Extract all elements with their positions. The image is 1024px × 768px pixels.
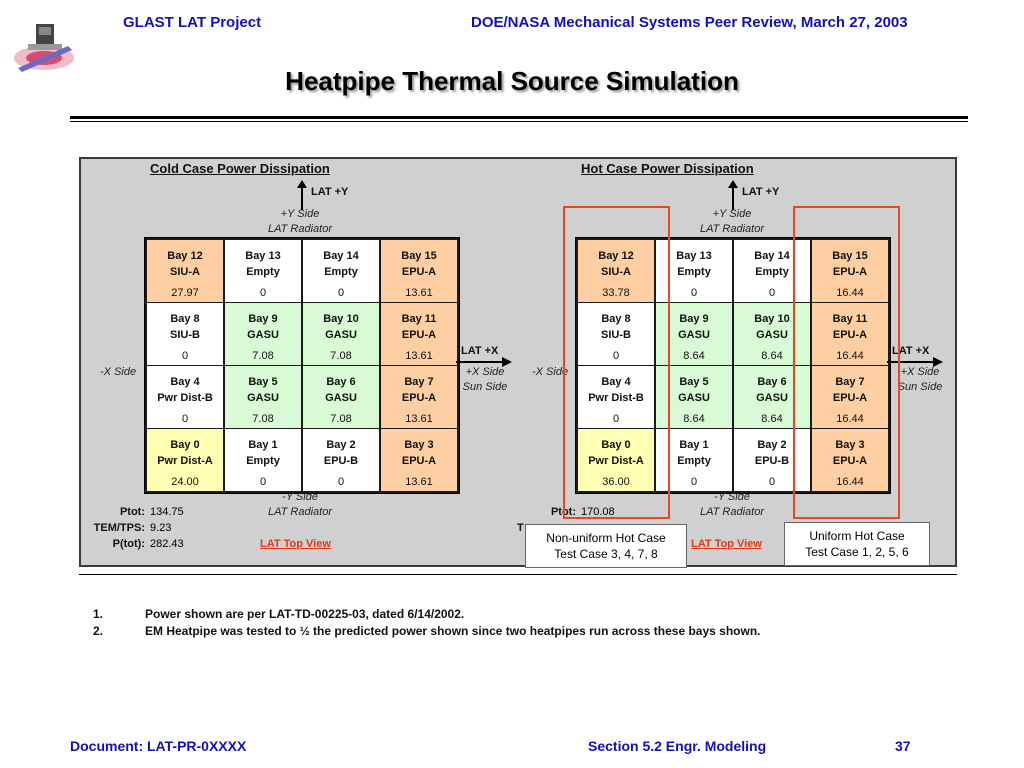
bay-power-value: 0: [612, 413, 620, 425]
bay-power-value: 0: [337, 476, 345, 488]
note-1-number: 1.: [93, 607, 104, 621]
bay-component: Pwr Dist-A: [588, 455, 644, 467]
title-rule: [70, 116, 968, 119]
cold-bay-cell: [381, 366, 457, 428]
cold-bay-cell: [225, 366, 301, 428]
bay-number: Bay 8: [170, 313, 200, 325]
bay-component: SIU-B: [601, 329, 631, 341]
notes-rule: [79, 574, 957, 575]
bay-component: EPU-A: [401, 392, 437, 404]
bay-power-value: 0: [768, 476, 776, 488]
bay-number: Bay 8: [601, 313, 631, 325]
hot-minus-y-side: -Y Side: [714, 491, 750, 503]
bay-number: Bay 6: [326, 376, 356, 388]
hot-top-radiator: LAT Radiator: [700, 223, 764, 235]
bay-component: Pwr Dist-B: [157, 392, 213, 404]
bay-number: Bay 0: [601, 439, 631, 451]
nonuniform-callout-line2: Test Case 3, 4, 7, 8: [554, 547, 658, 561]
cold-lat-plus-x: LAT +X: [461, 345, 499, 357]
bay-power-value: 16.44: [836, 287, 864, 299]
bay-component: EPU-A: [832, 329, 868, 341]
bay-power-value: 7.08: [330, 350, 352, 362]
bay-number: Bay 12: [598, 250, 634, 262]
bay-component: Pwr Dist-B: [588, 392, 644, 404]
uniform-callout-line2: Test Case 1, 2, 5, 6: [805, 545, 909, 559]
cold-ptot-label: Ptot:: [119, 506, 145, 518]
bay-number: Bay 14: [323, 250, 359, 262]
bay-number: Bay 4: [170, 376, 200, 388]
bay-number: Bay 13: [676, 250, 712, 262]
bay-number: Bay 2: [757, 439, 787, 451]
cold-sun-side: Sun Side: [462, 381, 508, 393]
cold-plus-y-arrow: [296, 180, 308, 210]
bay-number: Bay 2: [326, 439, 356, 451]
bay-number: Bay 15: [401, 250, 437, 262]
cold-bay-cell: [381, 240, 457, 302]
footer-document: Document: LAT-PR-0XXXX: [70, 738, 247, 754]
bay-power-value: 0: [690, 476, 698, 488]
bay-number: Bay 3: [404, 439, 434, 451]
cold-ptot-value: 134.75: [150, 506, 184, 518]
uniform-callout: [784, 522, 930, 566]
bay-number: Bay 9: [679, 313, 709, 325]
bay-number: Bay 14: [754, 250, 790, 262]
header-project: GLAST LAT Project: [123, 14, 262, 31]
cold-bay-cell: [147, 240, 223, 302]
cold-bay-cell: [225, 429, 301, 491]
cold-bay-cell: [147, 366, 223, 428]
page-title: Heatpipe Thermal Source Simulation: [285, 66, 739, 96]
bay-component: GASU: [325, 329, 357, 341]
bay-component: EPU-A: [832, 392, 868, 404]
hot-bottom-radiator: LAT Radiator: [700, 506, 764, 518]
bay-component: Empty: [677, 266, 711, 278]
bay-number: Bay 11: [832, 313, 868, 325]
uniform-highlight-box: [793, 206, 900, 519]
bay-number: Bay 7: [835, 376, 865, 388]
hot-plus-y-side: +Y Side: [712, 208, 752, 220]
bay-power-value: 7.08: [252, 413, 274, 425]
hot-lat-plus-x: LAT +X: [892, 345, 930, 357]
bay-component: Empty: [246, 266, 280, 278]
uniform-callout-line1: Uniform Hot Case: [809, 529, 905, 543]
bay-component: SIU-A: [170, 266, 200, 278]
cold-bay-cell: [147, 429, 223, 491]
cold-bay-cell: [147, 303, 223, 365]
bay-component: EPU-A: [832, 455, 868, 467]
bay-power-value: 7.08: [330, 413, 352, 425]
bay-power-value: 8.64: [683, 350, 705, 362]
note-2-text: EM Heatpipe was tested to ½ the predicted power shown since two heatpipes run across these bays shown.: [145, 624, 761, 638]
footer-page-number: 37: [895, 738, 911, 754]
cold-bay-cell: [303, 240, 379, 302]
cold-minus-y-side: -Y Side: [282, 491, 318, 503]
hot-lat-top-view: LAT Top View: [691, 538, 762, 550]
bay-power-value: 16.44: [836, 476, 864, 488]
hot-tem-label: T: [517, 522, 524, 534]
bay-power-value: 27.97: [171, 287, 199, 299]
bay-power-value: 8.64: [683, 413, 705, 425]
bay-component: EPU-A: [401, 266, 437, 278]
bay-power-value: 0: [181, 413, 189, 425]
bay-number: Bay 10: [323, 313, 359, 325]
hot-sun-side: Sun Side: [897, 381, 943, 393]
header-review: DOE/NASA Mechanical Systems Peer Review, March 27, 2003: [471, 14, 908, 31]
cold-tem-value: 9.23: [150, 522, 172, 534]
bay-power-value: 0: [690, 287, 698, 299]
note-1-text: Power shown are per LAT-TD-00225-03, dated 6/14/2002.: [145, 607, 465, 621]
bay-power-value: 16.44: [836, 413, 864, 425]
bay-component: Empty: [324, 266, 358, 278]
bay-component: GASU: [325, 392, 357, 404]
bay-power-value: 0: [181, 350, 189, 362]
cold-plus-y-side: +Y Side: [280, 208, 320, 220]
bay-power-value: 8.64: [761, 413, 783, 425]
cold-bay-cell: [381, 303, 457, 365]
footer-section: Section 5.2 Engr. Modeling: [588, 738, 767, 754]
bay-number: Bay 15: [832, 250, 868, 262]
bay-power-value: 0: [259, 476, 267, 488]
bay-component: Pwr Dist-A: [157, 455, 213, 467]
bay-component: GASU: [756, 392, 788, 404]
note-2-number: 2.: [93, 624, 104, 638]
bay-number: Bay 1: [679, 439, 709, 451]
cold-bay-cell: [381, 429, 457, 491]
bay-power-value: 13.61: [405, 350, 433, 362]
bay-power-value: 13.61: [405, 413, 433, 425]
cold-bay-cell: [303, 366, 379, 428]
bay-component: SIU-B: [170, 329, 200, 341]
bay-power-value: 33.78: [602, 287, 630, 299]
bay-component: GASU: [678, 392, 710, 404]
cold-bay-cell: [225, 303, 301, 365]
bay-component: EPU-A: [832, 266, 868, 278]
bay-power-value: 0: [337, 287, 345, 299]
bay-component: GASU: [678, 329, 710, 341]
bay-number: Bay 5: [248, 376, 278, 388]
cold-minus-x-side: -X Side: [100, 366, 137, 378]
bay-component: Empty: [755, 266, 789, 278]
bay-number: Bay 0: [170, 439, 200, 451]
cold-case-heading: Cold Case Power Dissipation: [150, 161, 330, 176]
bay-number: Bay 6: [757, 376, 787, 388]
bay-component: SIU-A: [601, 266, 631, 278]
bay-power-value: 24.00: [171, 476, 199, 488]
hot-ptot-value: 170.08: [581, 506, 615, 518]
bay-component: Empty: [246, 455, 280, 467]
bay-number: Bay 10: [754, 313, 790, 325]
bay-power-value: 36.00: [602, 476, 630, 488]
bay-power-value: 0: [768, 287, 776, 299]
hot-plus-y-arrow: [727, 180, 739, 210]
bay-power-value: 0: [612, 350, 620, 362]
cold-bay-grid: [144, 237, 460, 494]
cold-p-tot-label: P(tot):: [112, 538, 145, 550]
cold-bay-cell: [303, 303, 379, 365]
bay-number: Bay 11: [401, 313, 437, 325]
hot-minus-x-side: -X Side: [532, 366, 569, 378]
cold-p-tot-value: 282.43: [150, 538, 184, 550]
bay-component: GASU: [247, 392, 279, 404]
nonuniform-callout: [525, 524, 687, 568]
bay-component: GASU: [247, 329, 279, 341]
bay-power-value: 13.61: [405, 476, 433, 488]
bay-component: Empty: [677, 455, 711, 467]
bay-component: GASU: [756, 329, 788, 341]
bay-component: EPU-B: [323, 455, 359, 467]
bay-power-value: 7.08: [252, 350, 274, 362]
bay-number: Bay 12: [167, 250, 203, 262]
bay-power-value: 13.61: [405, 287, 433, 299]
bay-number: Bay 3: [835, 439, 865, 451]
bay-number: Bay 7: [404, 376, 434, 388]
bay-component: EPU-B: [754, 455, 790, 467]
bay-number: Bay 13: [245, 250, 281, 262]
hot-lat-plus-y: LAT +Y: [742, 186, 780, 198]
nonuniform-highlight-box: [563, 206, 670, 519]
cold-bottom-radiator: LAT Radiator: [268, 506, 332, 518]
bay-number: Bay 9: [248, 313, 278, 325]
bay-power-value: 16.44: [836, 350, 864, 362]
cold-bay-cell: [303, 429, 379, 491]
bay-number: Bay 4: [601, 376, 631, 388]
cold-top-radiator: LAT Radiator: [268, 223, 332, 235]
bay-power-value: 0: [259, 287, 267, 299]
nonuniform-callout-line1: Non-uniform Hot Case: [546, 531, 666, 545]
cold-bay-cell: [225, 240, 301, 302]
cold-plus-x-side: +X Side: [465, 366, 505, 378]
bay-number: Bay 5: [679, 376, 709, 388]
bay-component: EPU-A: [401, 455, 437, 467]
hot-case-heading: Hot Case Power Dissipation: [581, 161, 754, 176]
bay-number: Bay 1: [248, 439, 278, 451]
title-rule-thin: [70, 121, 968, 122]
cold-lat-top-view: LAT Top View: [260, 538, 331, 550]
bay-power-value: 8.64: [761, 350, 783, 362]
cold-lat-plus-y: LAT +Y: [311, 186, 349, 198]
bay-component: EPU-A: [401, 329, 437, 341]
cold-tem-label: TEM/TPS:: [93, 522, 145, 534]
hot-plus-x-side: +X Side: [900, 366, 940, 378]
hot-ptot-label: Ptot:: [550, 506, 576, 518]
